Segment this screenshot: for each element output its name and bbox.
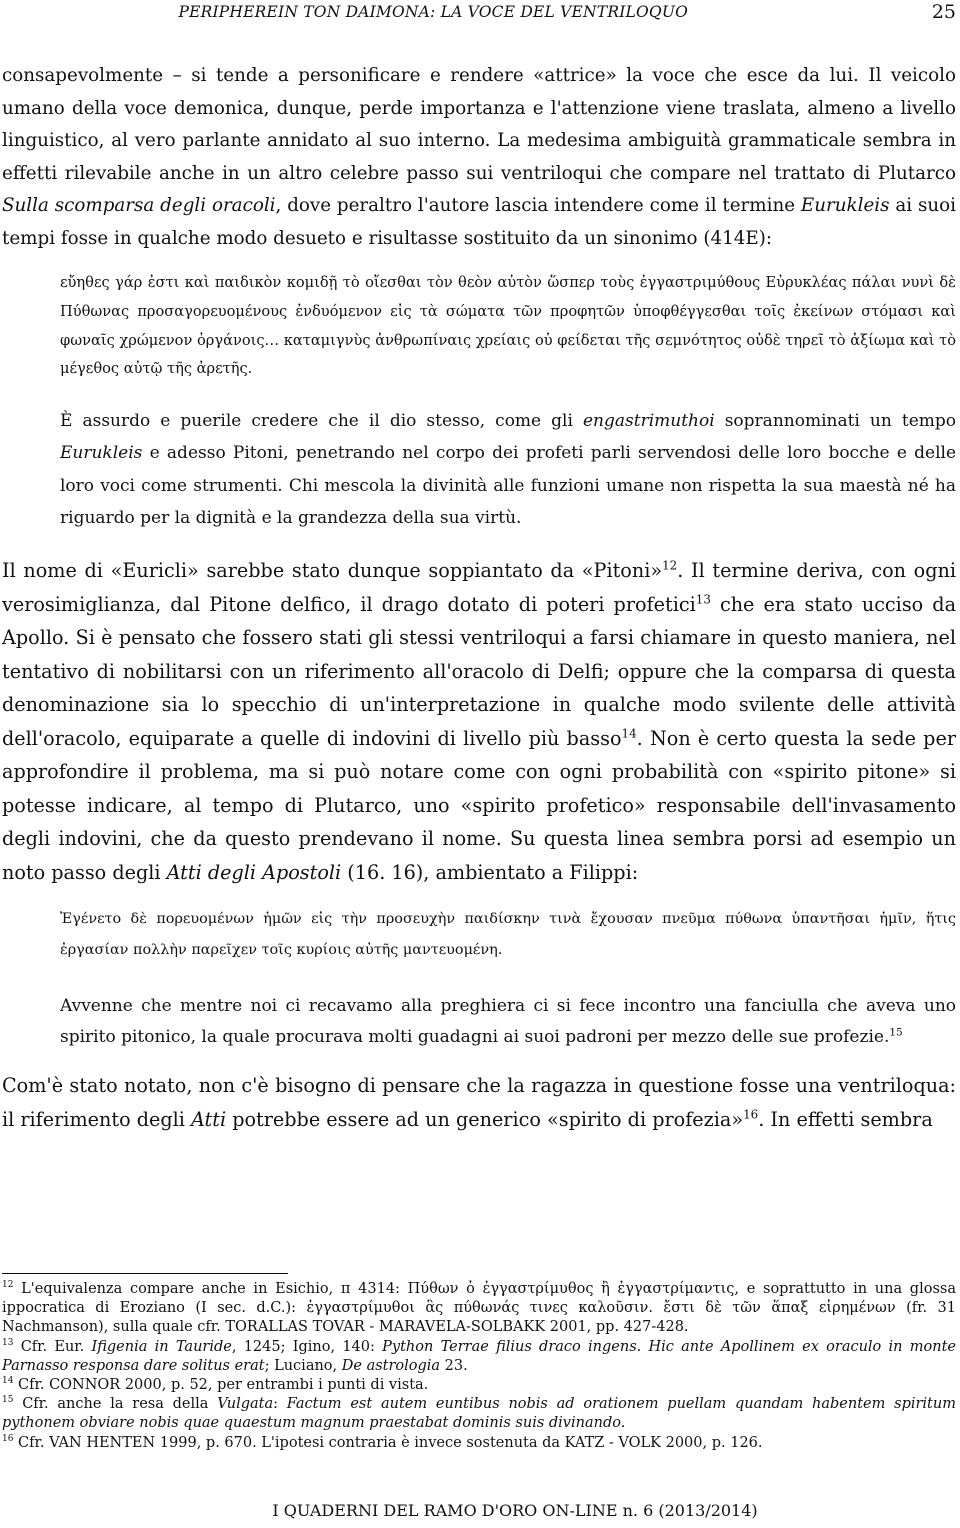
footnote-text: 23.	[440, 1357, 468, 1374]
text-run: , dove peraltro l'autore lascia intendere come il termine	[275, 195, 801, 216]
footnote-ref-14[interactable]: 14	[621, 726, 637, 741]
footnote-text: :	[273, 1396, 287, 1413]
footnote-number: 12	[2, 1280, 14, 1291]
footnotes	[2, 1280, 956, 1453]
text-run: (16. 16), ambientato a Filippi:	[341, 860, 639, 884]
footnote-14	[2, 1376, 956, 1395]
footnote-text: Cfr. anche la resa della	[13, 1396, 218, 1413]
footnote-text: Cfr. Eur.	[13, 1338, 92, 1355]
page-body	[2, 60, 956, 1136]
footnote-number: 14	[2, 1376, 14, 1387]
greek-term: Eurukleis	[800, 195, 890, 216]
text-run: . Non è certo questa la sede per approfondire il problema, ma si può notare come con ogni probabilità con «spirito pitone» si potesse indicare, al tempo di Plutarco, uno «spirito profetico» responsabile dell'invasamento degli indovini, che da questo prendevano il nome. Su questa linea sembra porsi ad esempio un noto passo degli	[2, 726, 956, 884]
paragraph-1	[2, 60, 956, 255]
work-title: Atti	[191, 1107, 227, 1131]
footnote-ref-12[interactable]: 12	[662, 558, 678, 573]
footnote-text: Cfr. CONNOR 2000, p. 52, per entrambi i punti di vista.	[13, 1377, 429, 1394]
work-title: Sulla scomparsa degli oracoli	[2, 195, 276, 216]
work-title: De astrologia	[341, 1357, 441, 1374]
footnote-16	[2, 1434, 956, 1453]
footnote-number: 16	[2, 1433, 14, 1444]
footnote-text: , 1245; Igino, 140:	[231, 1338, 383, 1355]
text-run: . In effetti sembra	[758, 1107, 933, 1131]
text-run: Il nome di «Euricli» sarebbe stato dunque soppiantato da «Pitoni»	[2, 559, 663, 583]
page-number: 25	[931, 1, 956, 23]
footnote-text: ; Luciano,	[264, 1357, 342, 1374]
footnote-12	[2, 1280, 956, 1338]
footnote-15	[2, 1395, 956, 1433]
footnote-13	[2, 1338, 956, 1376]
footnote-separator	[2, 1273, 288, 1274]
text-run: È assurdo e puerile credere che il dio stesso, come gli	[60, 411, 583, 432]
footnote-ref-16[interactable]: 16	[743, 1107, 759, 1122]
greek-term: Eurukleis	[60, 443, 143, 464]
footnote-ref-15[interactable]: 15	[889, 1026, 903, 1039]
text-run: e adesso Pitoni, penetrando nel corpo dei profeti parli servendosi delle loro bocche e delle loro voci come strumenti. Chi mescola la divinità alle funzioni umane non rispetta la sua maestà né ha riguardo per la dignità e la grandezza della sua virtù.	[60, 443, 956, 529]
greek-quote-plutarch: εὔηθες γάρ ἐστι καὶ παιδικὸν κομιδῇ τὸ οἴεσθαι τὸν θεὸν αὐτὸν ὥσπερ τοὺς ἐγγαστριμύθους Εὐρυκλέας πάλαι νυνὶ δὲ Πύθωνας προσαγορευομένους ἐνδυόμενον εἰς τὰ σώματα τῶν προφητῶν ὑποφθέγγεσθαι τοῖς ἐκείνων στόμασι καὶ φωναῖς χρώμενον ὀργάνοις… καταμιγνὺς ἀνθρωπίναις χρείαις οὐ φείδεται τῆς σεμνότητος οὐδὲ τηρεῖ τὸ ἀξίωμα καὶ τὸ μέγεθος αὐτῷ τῆς ἀρετῆς.	[60, 274, 956, 378]
paragraph-3	[2, 1069, 956, 1136]
greek-quote-acts: Ἐγένετο δὲ πορευομένων ἡμῶν εἰς τὴν προσευχὴν παιδίσκην τινὰ ἔχουσαν πνεῦμα πύθωνα ὑπαντῆσαι ἡμῖν, ἥτις ἐργασίαν πολλὴν παρεῖχεν τοῖς κυρίοις αὐτῆς μαντευομένη.	[60, 911, 956, 959]
journal-title: I QUADERNI DEL RAMO D'ORO ON-LINE n. 6 (2013/2014)	[272, 1501, 758, 1520]
footnote-ref-13[interactable]: 13	[695, 592, 711, 607]
text-run: soprannominati un tempo	[714, 411, 956, 432]
translation-acts	[60, 991, 956, 1053]
greek-term: engastrimuthoi	[582, 411, 715, 432]
text-run: consapevolmente – si tende a personificare e rendere «attrice» la voce che esce da lui. Il veicolo umano della voce demonica, dunque, perde importanza e l'attenzione viene traslata, almeno a livello linguistico, al vero parlante annidato al suo interno. La medesima ambiguità grammaticale sembra in effetti rilevabile anche in un altro celebre passo sui ventriloqui che compare nel trattato di Plutarco	[2, 65, 956, 184]
text-run: potrebbe essere ad un generico «spirito di profezia»	[226, 1107, 744, 1131]
running-title: PERIPHEREIN TON DAIMONA: LA VOCE DEL VENTRILOQUO	[178, 3, 688, 21]
text-run: Com'è stato notato, non c'è bisogno di pensare che la ragazza in questione fosse una ventriloqua: il riferimento degli	[2, 1074, 956, 1131]
translation-plutarch	[60, 405, 956, 534]
work-title: Vulgata	[217, 1396, 274, 1413]
footnote-text: Cfr. VAN HENTEN 1999, p. 670. L'ipotesi contraria è invece sostenuta da KATZ - VOLK 2000, p. 126.	[13, 1434, 763, 1451]
text-run: Avvenne che mentre noi ci recavamo alla preghiera ci si fece incontro una fanciulla che aveva uno spirito pitonico, la quale procurava molti guadagni ai suoi padroni per mezzo delle sue profezie.	[60, 996, 956, 1048]
footnote-text: L'equivalenza compare anche in Esichio, π 4314: Πύθων ὁ ἐγγαστρίμυθος ἢ ἐγγαστρίμαντις, e soprattutto in una glossa ippocratica di Eroziano (I sec. d.C.): ἐγγαστρίμυθοι ἃς πύθωνάς τινες καλοῦσιν. ἔστι δὲ τῶν ἅπαξ εἰρημένων (fr. 31 Nachmanson), sulla quale cfr. TORALLAS TOVAR - MARAVELA-SOLBAKK 2001, pp. 427-428.	[2, 1281, 956, 1336]
work-title: Atti degli Apostoli	[166, 860, 342, 884]
page-header	[0, 0, 960, 34]
text-run: . Il termine deriva, con ogni verosimiglianza, dal Pitone delfico, il drago dotato di poteri profetici	[2, 559, 956, 616]
paragraph-2	[2, 554, 956, 889]
latin-quote: Python Terrae filius draco ingens. Hic ante Apollinem ex oraculo in monte Parnasso responsa dare solitus erat	[2, 1338, 957, 1374]
footnote-number: 15	[2, 1395, 14, 1406]
text-run: che era stato ucciso da Apollo. Si è pensato che fossero stati gli stessi ventriloqui a farsi chiamare in questo maniera, nel tentativo di nobilitarsi con un riferimento all'oracolo di Delfi; oppure che la comparsa di questa denominazione sia lo specchio di un'interpretazione in qualche modo svilente delle attività dell'oracolo, equiparate a quelle di indovini di livello più basso	[2, 592, 957, 750]
text-run: ai suoi tempi fosse in qualche modo desueto e risultasse sostituito da un sinonimo (414E):	[2, 195, 956, 249]
work-title: Ifigenia in Tauride	[91, 1338, 232, 1355]
footnote-number: 13	[2, 1337, 14, 1348]
page-footer	[0, 1501, 960, 1520]
latin-quote: Factum est autem euntibus nobis ad orationem puellam quandam habentem spiritum pythonem obviare nobis quae quaestum magnum praestabat dominis suis divinando.	[2, 1396, 956, 1432]
